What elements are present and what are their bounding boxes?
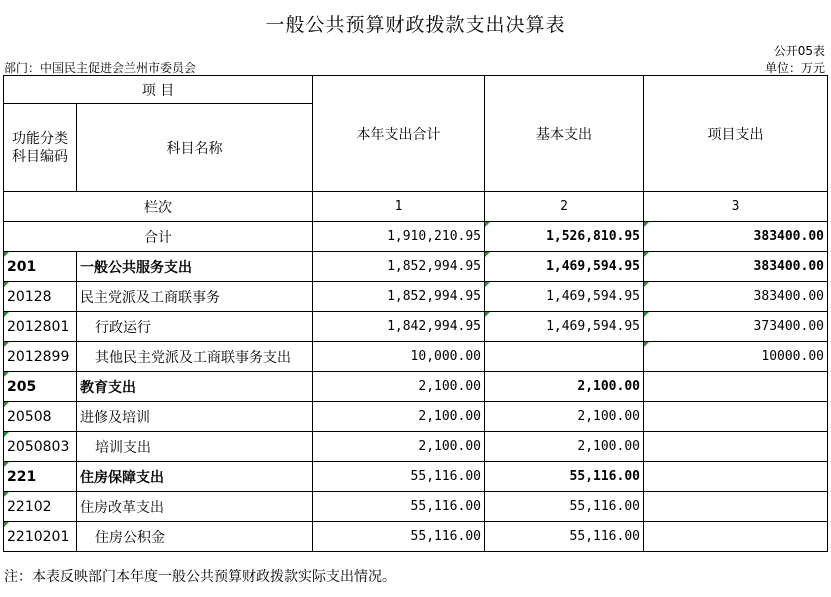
row-code: 20128 [4,282,77,312]
row-name: 民主党派及工商联事务 [77,282,313,312]
table-row [4,462,828,492]
table-row [4,522,828,552]
table-row [4,372,828,402]
row-total: 2,100.00 [313,402,485,432]
row-project: 383400.00 [644,252,828,282]
sum-basic: 1,526,810.95 [485,222,644,252]
row-name: 进修及培训 [77,402,313,432]
row-basic: 1,469,594.95 [485,252,644,282]
row-total: 1,852,994.95 [313,252,485,282]
table-row [4,342,828,372]
row-basic: 55,116.00 [485,462,644,492]
row-project [644,492,828,522]
table-row [4,432,828,462]
header-project: 项目支出 [644,76,828,192]
row-basic: 2,100.00 [485,372,644,402]
col-index-1: 1 [313,192,485,222]
row-project: 383400.00 [644,282,828,312]
row-total: 55,116.00 [313,492,485,522]
row-project: 10000.00 [644,342,828,372]
row-project [644,522,828,552]
row-name: 教育支出 [77,372,313,402]
col-index-3: 3 [644,192,828,222]
row-code: 2050803 [4,432,77,462]
row-name: 其他民主党派及工商联事务支出 [77,342,313,372]
row-code: 2210201 [4,522,77,552]
row-name: 住房公积金 [77,522,313,552]
row-project: 373400.00 [644,312,828,342]
header-item: 项 目 [4,76,313,104]
row-total: 55,116.00 [313,522,485,552]
row-code: 205 [4,372,77,402]
row-total: 55,116.00 [313,462,485,492]
sum-label: 合计 [4,222,313,252]
col-index-2: 2 [485,192,644,222]
row-project [644,462,828,492]
expenditure-table [3,75,828,552]
header-code: 功能分类 科目编码 [4,104,77,192]
row-basic: 2,100.00 [485,432,644,462]
row-basic: 55,116.00 [485,522,644,552]
sum-project: 383400.00 [644,222,828,252]
row-total: 2,100.00 [313,432,485,462]
row-basic [485,342,644,372]
row-index-label: 栏次 [4,192,313,222]
header-total: 本年支出合计 [313,76,485,192]
table-row [4,492,828,522]
report-title: 一般公共预算财政拨款支出决算表 [265,14,566,36]
sum-row [4,222,828,252]
header-name: 科目名称 [77,104,313,192]
row-name: 一般公共服务支出 [77,252,313,282]
table-row [4,282,828,312]
form-code: 公开05表 [773,44,825,58]
row-name: 培训支出 [77,432,313,462]
row-code: 2012899 [4,342,77,372]
sum-total: 1,910,210.95 [313,222,485,252]
row-total: 1,842,994.95 [313,312,485,342]
row-project [644,372,828,402]
row-project [644,432,828,462]
table-row [4,252,828,282]
row-basic: 1,469,594.95 [485,312,644,342]
row-code: 22102 [4,492,77,522]
row-code: 221 [4,462,77,492]
department-label: 部门：中国民主促进会兰州市委员会 [4,61,197,75]
row-basic: 2,100.00 [485,402,644,432]
row-total: 10,000.00 [313,342,485,372]
row-basic: 55,116.00 [485,492,644,522]
header-basic: 基本支出 [485,76,644,192]
row-name: 住房改革支出 [77,492,313,522]
row-total: 2,100.00 [313,372,485,402]
unit-label: 单位：万元 [764,61,825,75]
table-row [4,312,828,342]
footnote: 注：本表反映部门本年度一般公共预算财政拨款实际支出情况。 [4,569,396,585]
row-total: 1,852,994.95 [313,282,485,312]
row-name: 住房保障支出 [77,462,313,492]
row-basic: 1,469,594.95 [485,282,644,312]
row-code: 2012801 [4,312,77,342]
row-code: 201 [4,252,77,282]
row-project [644,402,828,432]
table-row [4,402,828,432]
row-name: 行政运行 [77,312,313,342]
row-code: 20508 [4,402,77,432]
